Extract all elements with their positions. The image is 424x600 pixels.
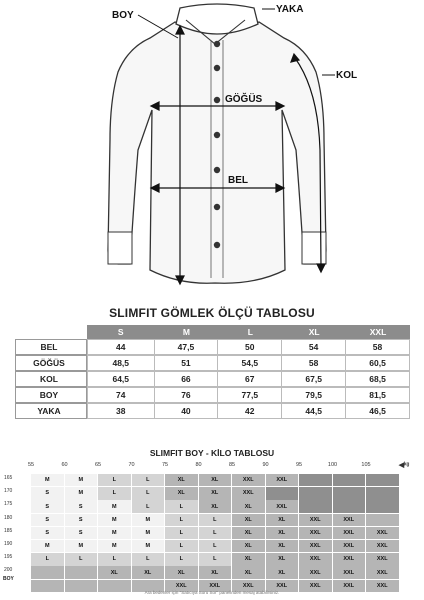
- fit-cell: XXL: [366, 566, 399, 578]
- fit-cell: L: [98, 474, 131, 486]
- fit-row: [31, 474, 411, 486]
- fit-cell: XL: [266, 553, 299, 565]
- fit-cell: L: [65, 553, 98, 565]
- fit-cell: XL: [199, 566, 232, 578]
- fit-cell: M: [65, 540, 98, 552]
- fit-cell: XXL: [299, 527, 332, 539]
- fit-cell: XXL: [266, 474, 299, 486]
- fit-cell: XL: [266, 527, 299, 539]
- fit-cell: XL: [199, 487, 232, 499]
- fit-cell: XXL: [366, 540, 399, 552]
- fit-cell: S: [65, 527, 98, 539]
- fit-row: [31, 487, 411, 499]
- table-cell: 44: [87, 339, 155, 355]
- gogus-label: GÖĞÜS: [225, 94, 263, 105]
- fit-cell: [299, 500, 332, 512]
- fit-cell: XXL: [333, 514, 366, 526]
- fit-cell: M: [65, 474, 98, 486]
- fit-cell: XXL: [299, 566, 332, 578]
- table-cell: 50: [218, 339, 282, 355]
- cm-tick: 175: [4, 501, 13, 508]
- fit-cell: XXL: [333, 553, 366, 565]
- fit-cell: M: [132, 527, 165, 539]
- fit-cell: [299, 487, 332, 499]
- fit-cell: XL: [232, 566, 265, 578]
- cm-tick: 180: [4, 514, 13, 521]
- kg-tick: 65: [94, 462, 102, 468]
- cm-axis: [4, 472, 28, 578]
- table-cell: 42: [218, 403, 282, 419]
- size-chart-table: [15, 325, 410, 419]
- fit-cell: M: [31, 474, 64, 486]
- fit-cell: XL: [165, 474, 198, 486]
- kg-tick: 60: [61, 462, 68, 468]
- fit-row: [31, 553, 411, 565]
- boy-axis-label: BOY: [3, 576, 14, 582]
- fit-cell: [366, 487, 399, 499]
- table-cell: 51: [155, 355, 219, 371]
- table-cell: 76: [155, 387, 219, 403]
- fit-cell: L: [31, 553, 64, 565]
- row-label: KOL: [15, 371, 82, 387]
- kol-label: KOL: [336, 70, 358, 81]
- fit-cell: XXL: [366, 527, 399, 539]
- kg-tick: 80: [195, 462, 202, 468]
- fit-cell: S: [31, 514, 64, 526]
- size-header-xl: XL: [282, 325, 346, 339]
- fit-cell: L: [165, 500, 198, 512]
- fit-cell: M: [65, 487, 98, 499]
- row-label: BOY: [15, 387, 82, 403]
- fit-cell: XL: [165, 566, 198, 578]
- table-cell: 54,5: [218, 355, 282, 371]
- size-chart-title: SLIMFIT GÖMLEK ÖLÇÜ TABLOSU: [109, 306, 315, 320]
- fit-cell: S: [65, 500, 98, 512]
- fit-cell: [366, 474, 399, 486]
- fit-cell: L: [98, 487, 131, 499]
- fit-cell: L: [199, 540, 232, 552]
- fit-cell: L: [132, 553, 165, 565]
- fit-cell: M: [31, 540, 64, 552]
- fit-chart-grid: [31, 474, 411, 593]
- fit-cell: XXL: [333, 540, 366, 552]
- fit-cell: M: [132, 514, 165, 526]
- table-cell: 47,5: [155, 339, 219, 355]
- fit-cell: XL: [232, 514, 265, 526]
- fit-cell: L: [98, 553, 131, 565]
- fit-cell: XL: [232, 500, 265, 512]
- cm-tick: 195: [4, 554, 13, 561]
- fit-cell: [299, 474, 332, 486]
- kg-tick: 105: [361, 462, 371, 468]
- fit-cell: XL: [132, 566, 165, 578]
- fit-cell: [333, 487, 366, 499]
- fit-row: [31, 566, 411, 578]
- table-row: [15, 339, 410, 355]
- fit-cell: XXL: [333, 580, 366, 592]
- fit-cell: S: [31, 500, 64, 512]
- fit-cell: S: [31, 527, 64, 539]
- fit-cell: XL: [199, 500, 232, 512]
- fit-cell: [266, 487, 299, 499]
- table-cell: 54: [282, 339, 346, 355]
- fit-row: [31, 527, 411, 539]
- table-row: [15, 387, 410, 403]
- fit-cell: L: [165, 527, 198, 539]
- shirt-illustration: [0, 0, 424, 290]
- fit-cell: L: [165, 540, 198, 552]
- fit-cell: XL: [266, 540, 299, 552]
- row-label: GÖĞÜS: [15, 355, 82, 371]
- fit-cell: [366, 500, 399, 512]
- fit-cell: L: [199, 514, 232, 526]
- kg-tick: 90: [262, 462, 269, 468]
- fit-cell: XXL: [299, 580, 332, 592]
- fit-cell: XXL: [333, 527, 366, 539]
- fit-cell: [366, 514, 399, 526]
- table-cell: 67,5: [282, 371, 346, 387]
- fit-cell: L: [165, 553, 198, 565]
- fit-cell: L: [132, 474, 165, 486]
- fit-cell: XXL: [366, 553, 399, 565]
- fit-cell: M: [98, 540, 131, 552]
- table-cell: 48,5: [87, 355, 155, 371]
- size-header-l: L: [218, 325, 282, 339]
- fit-cell: XXL: [232, 487, 265, 499]
- yaka-label: YAKA: [276, 4, 304, 15]
- boy-label: BOY: [112, 10, 134, 21]
- table-cell: 46,5: [346, 403, 410, 419]
- fit-cell: L: [199, 527, 232, 539]
- shirt-measurement-diagram: [0, 0, 424, 290]
- fit-cell: L: [132, 487, 165, 499]
- fit-cell: [31, 566, 64, 578]
- fit-cell: [333, 474, 366, 486]
- cm-tick: 165: [4, 475, 13, 481]
- row-label: BEL: [15, 339, 82, 355]
- kg-tick: 55: [27, 462, 35, 468]
- header-empty: [15, 325, 82, 339]
- fit-cell: XXL: [232, 580, 265, 592]
- table-cell: 74: [87, 387, 155, 403]
- fit-cell: XL: [232, 527, 265, 539]
- fit-cell: M: [98, 527, 131, 539]
- fit-cell: XXL: [199, 580, 232, 592]
- cm-tick: 170: [4, 488, 13, 495]
- cm-tick: 190: [4, 540, 13, 547]
- cm-tick: 200: [4, 567, 13, 574]
- table-cell: 38: [87, 403, 155, 419]
- fit-cell: XL: [165, 487, 198, 499]
- fit-cell: XXL: [333, 566, 366, 578]
- kg-tick: 70: [128, 462, 135, 468]
- fit-cell: L: [165, 514, 198, 526]
- fit-row: [31, 500, 411, 512]
- table-cell: 44,5: [282, 403, 346, 419]
- fit-cell: XXL: [266, 580, 299, 592]
- fit-cell: M: [98, 500, 131, 512]
- table-cell: 79,5: [282, 387, 346, 403]
- fit-cell: XXL: [165, 580, 198, 592]
- table-cell: 58: [282, 355, 346, 371]
- weight-icon: ◀ᵏᵍ: [398, 462, 410, 469]
- size-header-xxl: XXL: [346, 325, 410, 339]
- kg-tick: 75: [161, 462, 169, 468]
- table-cell: 68,5: [346, 371, 410, 387]
- table-cell: 77,5: [218, 387, 282, 403]
- row-label: YAKA: [15, 403, 82, 419]
- kg-tick: 100: [327, 462, 338, 468]
- fit-cell: XL: [232, 540, 265, 552]
- table-cell: 58: [346, 339, 410, 355]
- fit-cell: XXL: [299, 553, 332, 565]
- kg-axis: [0, 462, 424, 472]
- size-header-s: S: [87, 325, 155, 339]
- fit-cell: XXL: [299, 540, 332, 552]
- fit-cell: S: [65, 514, 98, 526]
- fit-cell: XL: [232, 553, 265, 565]
- bel-label: BEL: [228, 175, 248, 186]
- table-row: [15, 403, 410, 419]
- size-header-m: M: [155, 325, 219, 339]
- table-cell: 60,5: [346, 355, 410, 371]
- fit-row: [31, 540, 411, 552]
- fit-cell: XXL: [266, 500, 299, 512]
- table-cell: 67: [218, 371, 282, 387]
- footnote: Ara bedenler için "Satıcıya Soru Sor" panelinden mesaj atabilirsiniz.: [144, 590, 280, 595]
- fit-cell: M: [132, 540, 165, 552]
- table-row: [15, 371, 410, 387]
- table-cell: 64,5: [87, 371, 155, 387]
- fit-cell: [333, 500, 366, 512]
- fit-cell: XL: [266, 566, 299, 578]
- fit-cell: XL: [98, 566, 131, 578]
- fit-cell: XXL: [366, 580, 399, 592]
- fit-cell: XL: [266, 514, 299, 526]
- fit-chart-title: SLIMFIT BOY - KİLO TABLOSU: [149, 448, 275, 458]
- fit-cell: M: [98, 514, 131, 526]
- table-cell: 40: [155, 403, 219, 419]
- kg-tick: 85: [228, 462, 236, 468]
- fit-cell: S: [31, 487, 64, 499]
- fit-cell: L: [199, 553, 232, 565]
- fit-cell: [65, 566, 98, 578]
- cm-tick: 185: [4, 527, 13, 534]
- fit-cell: L: [132, 500, 165, 512]
- fit-cell: XXL: [299, 514, 332, 526]
- fit-row: [31, 514, 411, 526]
- table-cell: 81,5: [346, 387, 410, 403]
- table-cell: 66: [155, 371, 219, 387]
- table-row: [15, 355, 410, 371]
- fit-cell: XL: [199, 474, 232, 486]
- kg-tick: 95: [295, 462, 303, 468]
- fit-cell: XXL: [232, 474, 265, 486]
